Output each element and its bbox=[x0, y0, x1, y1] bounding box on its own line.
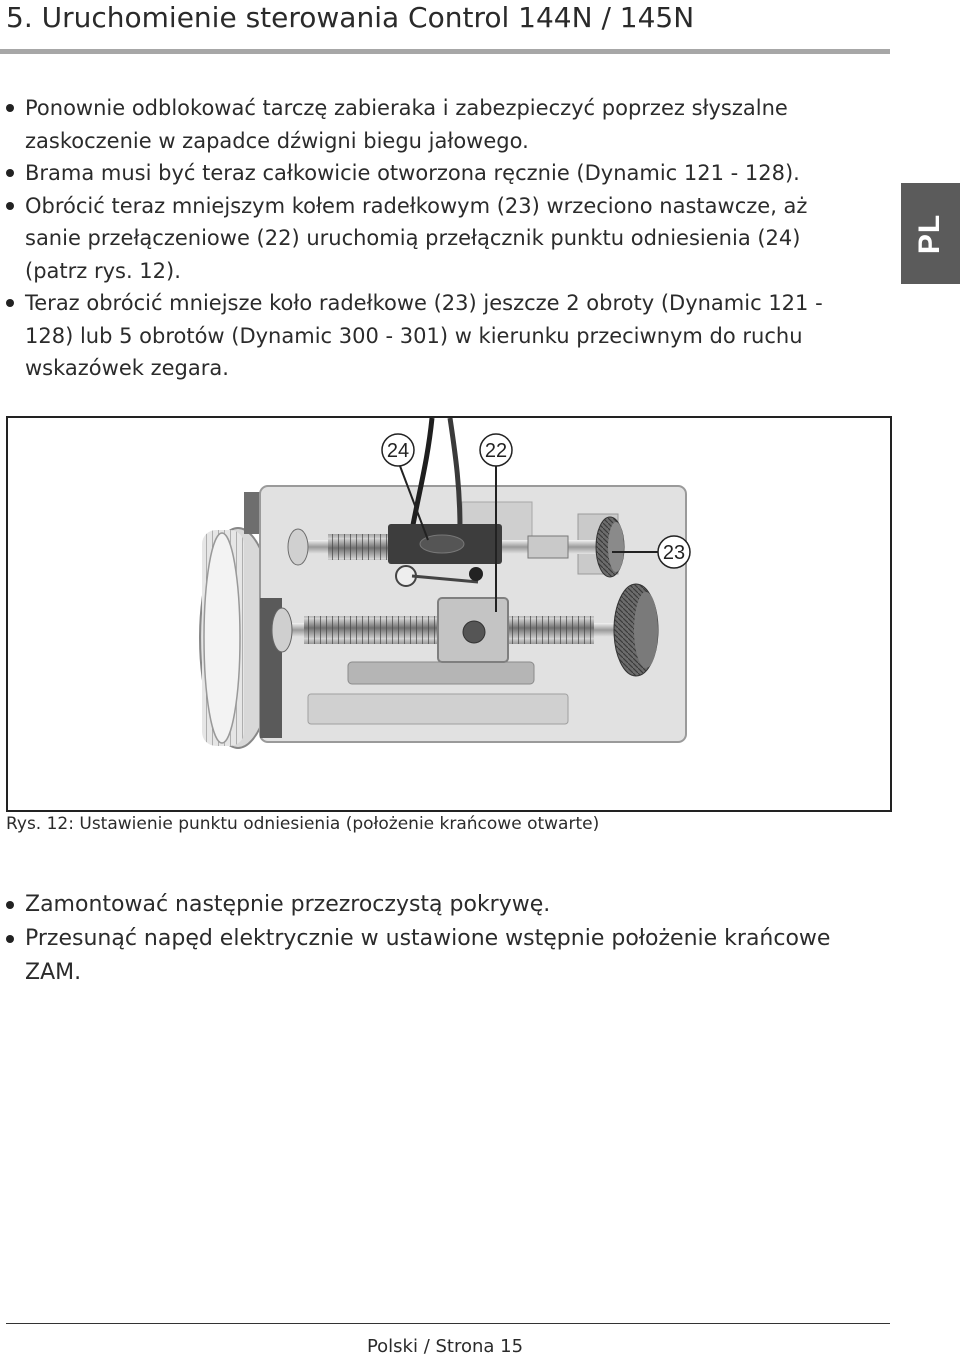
callout-24-label: 24 bbox=[386, 440, 410, 462]
final-instruction-list bbox=[6, 888, 866, 990]
instruction-item: Przesunąć napęd elektrycznie w ustawione wstępnie położenie krańcowe ZAM. bbox=[6, 922, 866, 990]
figure-12 bbox=[6, 416, 892, 812]
instruction-list bbox=[6, 92, 866, 385]
footer-divider bbox=[6, 1323, 890, 1324]
callout-24 bbox=[382, 434, 414, 466]
instruction-item: Teraz obrócić mniejsze koło radełkowe (23) jeszcze 2 obroty (Dynamic 121 - 128) lub 5 obrotów (Dynamic 300 - 301) w kierunku przeciwnym do ruchu wskazówek zegara. bbox=[6, 287, 866, 385]
callout-23 bbox=[658, 536, 690, 568]
callout-22-label: 22 bbox=[484, 440, 508, 462]
heading-underline bbox=[0, 49, 890, 54]
figure-caption: Rys. 12: Ustawienie punktu odniesienia (położenie krańcowe otwarte) bbox=[6, 814, 600, 834]
switching-slide bbox=[438, 598, 508, 662]
callout-22 bbox=[480, 434, 512, 466]
instruction-item: Obrócić teraz mniejszym kołem radełkowym (23) wrzeciono nastawcze, aż sanie przełączeniowe (22) uruchomią przełącznik punktu odniesienia (24) (patrz rys. 12). bbox=[6, 190, 866, 288]
large-knurled-wheel bbox=[614, 584, 658, 676]
small-knurled-wheel bbox=[596, 517, 624, 577]
instruction-item: Brama musi być teraz całkowicie otworzona ręcznie (Dynamic 121 - 128). bbox=[6, 157, 866, 190]
section-heading: 5. Uruchomienie sterowania Control 144N / 145N bbox=[6, 1, 695, 34]
instruction-item: Zamontować następnie przezroczystą pokrywę. bbox=[6, 888, 866, 922]
callout-23-label: 23 bbox=[662, 542, 686, 564]
mechanism-illustration bbox=[8, 418, 890, 810]
instruction-item: Ponownie odblokować tarczę zabieraka i zabezpieczyć poprzez słyszalne zaskoczenie w zapadce dźwigni biegu jałowego. bbox=[6, 92, 866, 157]
language-tab-label: PL bbox=[913, 213, 947, 254]
page-footer: Polski / Strona 15 bbox=[366, 1336, 524, 1357]
language-tab bbox=[901, 183, 960, 284]
